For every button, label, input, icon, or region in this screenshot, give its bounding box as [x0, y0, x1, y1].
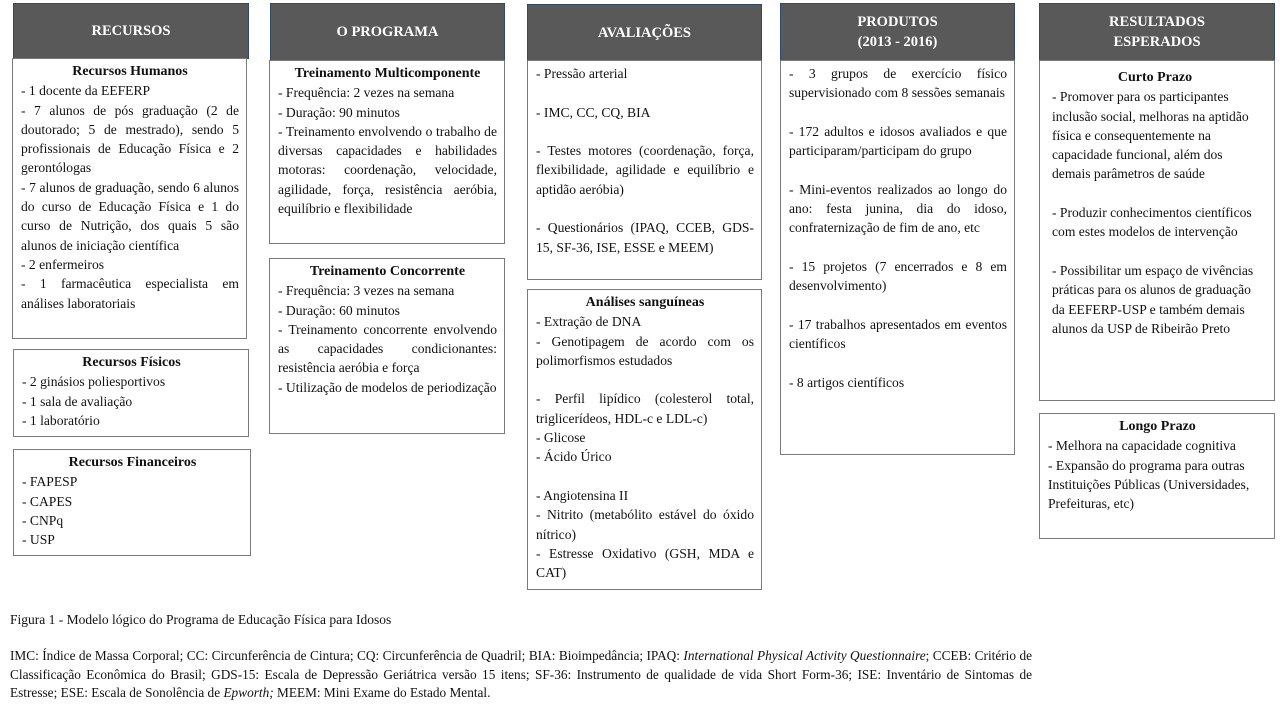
list-item: - CNPq: [22, 512, 64, 528]
box-recursos-financeiros: [13, 449, 251, 556]
list-item: - Possibilitar um espaço de vivências práticas para os alunos de graduação da EEFERP-USP e também demais alunos da USP de Ribeirão Preto: [1052, 262, 1254, 336]
header-programa-label: O PROGRAMA: [336, 24, 439, 40]
list-item: - Utilização de modelos de periodização: [278, 379, 497, 395]
list-item: - Glicose: [536, 430, 586, 446]
longo-prazo-title: Longo Prazo: [1119, 419, 1196, 434]
recursos-financeiros-title: Recursos Financeiros: [68, 455, 197, 470]
concorrente-title: Treinamento Concorrente: [309, 264, 466, 279]
recursos-humanos-title: Recursos Humanos: [72, 64, 188, 79]
abbr-part2: ; CCEB: Critério de Classificação Econômica do Brasil; GDS-15: Escala de Depressão Geriátrica versão 15 itens; SF-36: Instrumento de qualidade de vida Short Form-36; ISE: Inventário de Sintomas de Estresse; ESE: Escala de Sonolência de: [10, 648, 1033, 700]
box-analises-sanguineas: [527, 289, 762, 590]
list-item: - Ácido Úrico: [536, 449, 612, 465]
header-recursos-label: RECURSOS: [91, 23, 171, 39]
header-resultados-line2: ESPERADOS: [1113, 34, 1201, 50]
list-item: - 7 alunos de graduação, sendo 6 alunos do curso de Educação Física e 1 do curso de Nutrição, dos quais 5 são alunos de iniciação científica: [21, 179, 239, 253]
abbr-epworth: Epworth;: [223, 685, 274, 700]
list-item: - Pressão arterial: [536, 66, 628, 81]
header-avaliacoes-label: AVALIAÇÕES: [598, 24, 691, 41]
list-item: - Frequência: 3 vezes na semana: [278, 283, 455, 299]
header-produtos: [780, 3, 1015, 61]
list-item: - Treinamento envolvendo o trabalho de diversas capacidades e habilidades motoras: coordenação, velocidade, agilidade, força, resistência aeróbia, equilíbrio e flexibilidade: [278, 123, 497, 217]
box-curto-prazo: [1039, 60, 1275, 401]
multicomponente-title: Treinamento Multicomponente: [294, 66, 481, 81]
list-item: - USP: [22, 532, 55, 548]
box-treinamento-multicomponente: [269, 60, 505, 244]
list-item: - 2 enfermeiros: [21, 256, 105, 272]
box-produtos: [780, 60, 1015, 455]
list-item: - 17 trabalhos apresentados em eventos científicos: [789, 316, 1007, 352]
list-item: - Estresse Oxidativo (GSH, MDA e CAT): [536, 545, 754, 581]
recursos-fisicos-title: Recursos Físicos: [82, 355, 181, 370]
list-item: - 1 docente da EEFERP: [21, 83, 151, 99]
list-item: - 3 grupos de exercício físico supervisionado com 8 sessões semanais: [789, 66, 1007, 101]
header-avaliacoes: [527, 4, 762, 61]
list-item: - Promover para os participantes inclusão social, melhoras na aptidão física e consequentemente na capacidade funcional, além dos demais parâmetros de saúde: [1052, 89, 1249, 182]
list-item: - Questionários (IPAQ, CCEB, GDS-15, SF-36, ISE, ESSE e MEEM): [536, 220, 754, 255]
list-item: - Treinamento concorrente envolvendo as capacidades condicionantes: resistência aeróbia e força: [278, 321, 497, 376]
list-item: - 2 ginásios poliesportivos: [22, 374, 166, 390]
list-item: - 172 adultos e idosos avaliados e que participaram/participam do grupo: [789, 123, 1007, 159]
list-item: - Testes motores (coordenação, força, flexibilidade, agilidade e equilíbrio e aptidão aeróbia): [536, 143, 754, 197]
abbr-part3: MEEM: Mini Exame do Estado Mental.: [273, 685, 491, 700]
abbr-ipaq: International Physical Activity Questionnaire: [683, 648, 926, 663]
list-item: - CAPES: [22, 493, 73, 509]
list-item: - Mini-eventos realizados ao longo do ano: festa junina, dia do idoso, confraternização de fim de ano, etc: [789, 181, 1007, 236]
curto-prazo-title: Curto Prazo: [1117, 70, 1193, 85]
list-item: - IMC, CC, CQ, BIA: [536, 104, 651, 120]
list-item: - Perfil lipídico (colesterol total, triglicerídeos, HDL-c e LDL-c): [536, 391, 754, 426]
list-item: - 1 farmacêutica especialista em análises laboratoriais: [21, 276, 239, 311]
box-longo-prazo: [1039, 413, 1275, 539]
header-programa: [270, 3, 505, 61]
list-item: - Angiotensina II: [536, 487, 629, 503]
abbreviations-note: [10, 647, 1032, 703]
list-item: - 7 alunos de pós graduação (2 de doutorado; 5 de mestrado), sendo 5 profissionais de Educação Física e 2 gerontólogas: [21, 102, 239, 176]
list-item: - 1 sala de avaliação: [22, 393, 133, 409]
list-item: - Produzir conhecimentos científicos com estes modelos de intervenção: [1052, 205, 1252, 240]
header-resultados-line1: RESULTADOS: [1109, 14, 1205, 30]
list-item: - 1 laboratório: [22, 412, 100, 428]
list-item: - 15 projetos (7 encerrados e 8 em desenvolvimento): [789, 258, 1007, 294]
list-item: - Frequência: 2 vezes na semana: [278, 85, 455, 101]
list-item: - Nitrito (metabólito estável do óxido nítrico): [536, 507, 754, 542]
list-item: - Expansão do programa para outras Instituições Públicas (Universidades, Prefeituras, etc): [1048, 457, 1250, 512]
header-resultados: [1039, 3, 1275, 61]
header-produtos-line2: (2013 - 2016): [857, 34, 938, 50]
analises-sanguineas-title: Análises sanguíneas: [585, 295, 705, 310]
list-item: - FAPESP: [22, 474, 78, 490]
list-item: - Extração de DNA: [536, 314, 642, 330]
header-recursos: [13, 3, 249, 59]
box-avaliacoes-geral: [527, 60, 762, 280]
header-produtos-line1: PRODUTOS: [857, 14, 938, 30]
list-item: - Duração: 60 minutos: [278, 302, 400, 318]
list-item: - Melhora na capacidade cognitiva: [1048, 438, 1236, 454]
box-recursos-humanos: [12, 58, 247, 339]
list-item: - Duração: 90 minutos: [278, 104, 400, 120]
list-item: - 8 artigos científicos: [789, 374, 905, 390]
figure-caption: Figura 1 - Modelo lógico do Programa de Educação Física para Idosos: [10, 612, 392, 627]
list-item: - Genotipagem de acordo com os polimorfismos estudados: [536, 333, 754, 368]
box-treinamento-concorrente: [269, 258, 505, 434]
box-recursos-fisicos: [13, 349, 249, 437]
abbr-part1: IMC: Índice de Massa Corporal; CC: Circunferência de Cintura; CQ: Circunferência de Quadril; BIA: Bioimpedância; IPAQ:: [10, 648, 684, 663]
